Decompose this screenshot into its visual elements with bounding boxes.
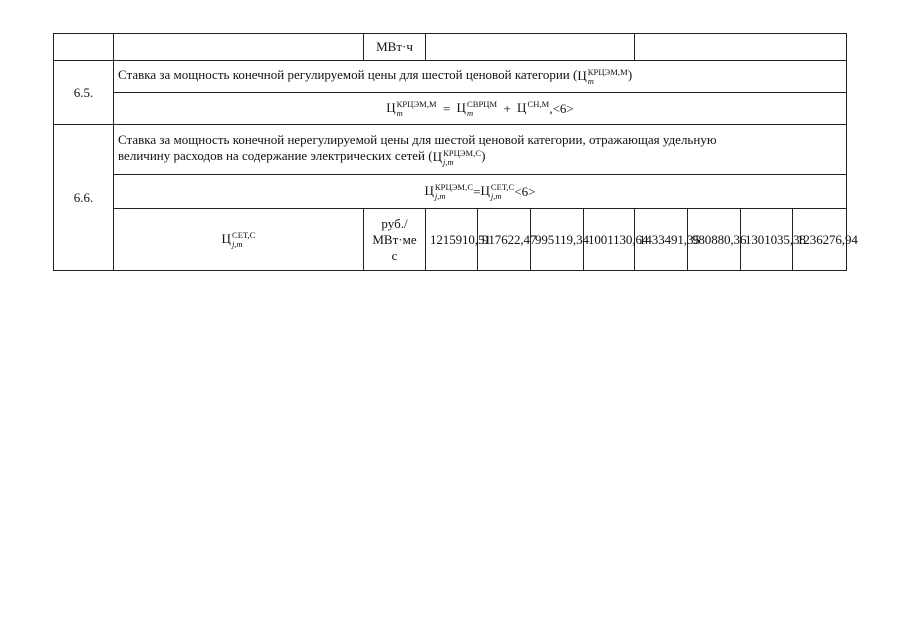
formula-rhs: Ц СЕТ,C j,m bbox=[480, 181, 515, 201]
plus-sign: + bbox=[503, 100, 511, 116]
formula-6-5 bbox=[114, 93, 847, 125]
table-row-6-6-values bbox=[54, 209, 847, 271]
description-text: Ставка за мощность конечной регулируемой цены для шестой ценовой категории ( bbox=[118, 67, 578, 83]
description-line-2: величину расходов на содержание электрических сетей (Ц КРЦЭМ,C j,m ) bbox=[118, 147, 486, 167]
value-symbol-cell bbox=[114, 209, 364, 271]
formula-6-6 bbox=[114, 175, 847, 209]
row-description-6-5: Ставка за мощность конечной регулируемой цены для шестой ценовой категории (Ц КРЦЭМ,М m ) bbox=[114, 61, 847, 93]
description-symbol: Ц КРЦЭМ,М m bbox=[577, 66, 628, 86]
value-unit-cell: руб./ МВт·ме с bbox=[364, 209, 426, 271]
equals-sign: = bbox=[473, 183, 481, 199]
unit-cell: МВт·ч bbox=[364, 34, 426, 61]
description-symbol: Ц КРЦЭМ,C j,m bbox=[432, 147, 482, 167]
value-span-cell-2 bbox=[635, 34, 847, 61]
row-number-6-5: 6.5. bbox=[54, 61, 114, 125]
formula-note: <6> bbox=[514, 183, 536, 199]
value-cell: 1301035,38 bbox=[741, 209, 793, 271]
value-cell: 917622,47 bbox=[478, 209, 531, 271]
description-cell-empty bbox=[114, 34, 364, 61]
table-row-top bbox=[54, 34, 847, 61]
tariff-table bbox=[53, 33, 858, 271]
formula-term-1: Ц СВРЦМ m bbox=[456, 98, 498, 118]
value-cell: 980880,36 bbox=[688, 209, 741, 271]
number-cell-empty bbox=[54, 34, 114, 61]
table-row-6-6-formula bbox=[54, 175, 847, 209]
description-line-1: Ставка за мощность конечной нерегулируемой цены для шестой ценовой категории, отражающая удельную bbox=[118, 132, 717, 148]
value-cell: 995119,34 bbox=[531, 209, 584, 271]
formula-note: ,<6> bbox=[549, 100, 574, 116]
formula-lhs: Ц КРЦЭМ,C j,m bbox=[424, 181, 474, 201]
table-row-6-5-formula bbox=[54, 93, 847, 125]
value-span-cell-1 bbox=[426, 34, 635, 61]
table-row-6-6 bbox=[54, 125, 847, 175]
value-symbol: Ц СЕТ,C j,m bbox=[221, 229, 256, 249]
value-cell: 1215910,51 bbox=[426, 209, 478, 271]
table-row-6-5 bbox=[54, 61, 847, 93]
formula-lhs: Ц КРЦЭМ,М m bbox=[386, 98, 437, 118]
value-cell: 1236276,94 bbox=[793, 209, 847, 271]
value-cell: 1433491,35 bbox=[635, 209, 688, 271]
value-cell: 1001130,64 bbox=[584, 209, 635, 271]
row-description-6-6 bbox=[114, 125, 847, 175]
row-number-6-6: 6.6. bbox=[54, 125, 114, 271]
formula-term-2: Ц СН,М bbox=[517, 98, 550, 115]
equals-sign: = bbox=[442, 100, 451, 116]
